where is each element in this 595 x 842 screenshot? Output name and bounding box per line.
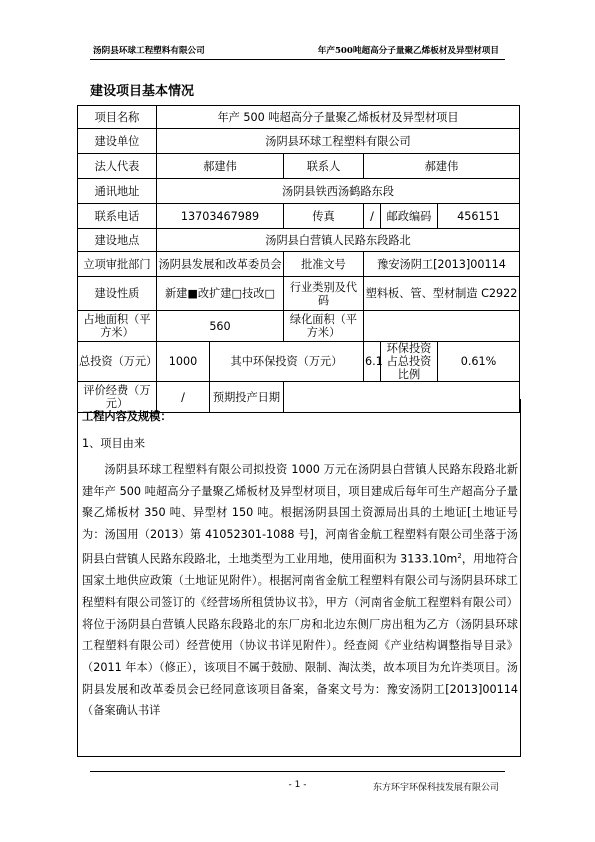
location-value: 汤阴县白营镇人民路东段路北 — [157, 229, 520, 252]
industry-label: 行业类别及代码 — [284, 277, 364, 311]
postcode-label: 邮政编码 — [381, 204, 438, 229]
phone-value: 13703467989 — [157, 204, 284, 229]
header-project: 年产500吨超高分子量聚乙烯板材及异型材项目 — [317, 46, 499, 56]
industry-value: 塑料板、管、型材制造 C2922 — [364, 277, 520, 311]
body-paragraph — [82, 459, 518, 722]
builder-label: 建设单位 — [78, 129, 157, 154]
legal-rep-label: 法人代表 — [78, 154, 157, 179]
nature-value: 新建■改扩建□技改□ — [157, 277, 284, 311]
header-rule — [90, 59, 505, 60]
section-title: 建设项目基本情况 — [90, 84, 195, 99]
superscript-2: 2 — [457, 551, 462, 560]
green-value — [364, 311, 520, 342]
env-ratio-label: 环保投资占总投资比例 — [381, 342, 438, 382]
invest-label: 总投资（万元） — [78, 342, 157, 382]
env-invest-value: 6.1 — [364, 342, 381, 382]
paragraph-text-1: 汤阴县环球工程塑料有限公司拟投资 1000 万元在汤阴县白营镇人民路东段路北新建年产 500 吨超高分子量聚乙烯板材及异型材项目，项目建成后每年可生产超高分子量聚乙烯板材 350 吨、异型材 150 吨。根据汤阴县国土资源局出具的土地证[土地证号为：汤国用（2013）第 41052301-1088 号]，河南省金航工程塑料有限公司坐落于汤阴县白营镇人民路东段路北，土地类型为工业用地，使用面积为 3133.10m — [82, 463, 518, 566]
footer-rule — [90, 771, 505, 772]
start-date-label: 预期投产日期 — [210, 382, 284, 413]
content-subtitle: 工程内容及规模： — [82, 410, 172, 423]
fax-value: / — [364, 204, 381, 229]
contact-value: 郝建伟 — [364, 154, 520, 179]
approval-no-label: 批准文号 — [284, 252, 364, 277]
page-number: - 1 - — [288, 780, 307, 790]
legal-rep-value: 郝建伟 — [157, 154, 284, 179]
postcode-value: 456151 — [438, 204, 520, 229]
item-heading: 1、项目由来 — [82, 437, 146, 450]
project-name-label: 项目名称 — [78, 106, 157, 129]
approval-dept-value: 汤阴县发展和改革委员会 — [157, 252, 284, 277]
approval-dept-label: 立项审批部门 — [78, 252, 157, 277]
project-content-box — [77, 399, 521, 757]
approval-no-value: 豫安汤阴工[2013]00114 — [364, 252, 520, 277]
contact-label: 联系人 — [284, 154, 364, 179]
area-value: 560 — [157, 311, 284, 342]
project-name-value: 年产 500 吨超高分子量聚乙烯板材及异型材项目 — [157, 106, 520, 129]
env-ratio-value: 0.61% — [438, 342, 520, 382]
invest-value: 1000 — [157, 342, 210, 382]
address-value: 汤阴县铁西汤鹤路东段 — [157, 179, 520, 204]
header-company: 汤阴县环球工程塑料有限公司 — [93, 46, 205, 56]
eval-fee-value: / — [157, 382, 210, 413]
builder-value: 汤阴县环球工程塑料有限公司 — [157, 129, 520, 154]
area-label: 占地面积（平方米） — [78, 311, 157, 342]
paragraph-text-2: ，用地符合国家土地供应政策（土地证见附件）。根据河南省金航工程塑料有限公司与汤阴县环球工程塑料有限公司签订的《经营场所租赁协议书》，甲方（河南省金航工程塑料有限公司）将位于汤阴县白营镇人民路东段路北的东厂房和北边东侧厂房出租为乙方（汤阴县环球工程塑料有限公司）经营使用（协议书详见附件）。经查阅《产业结构调整指导目录》（2011 年本）（修正），该项目不属于鼓励、限制、淘汰类，故本项目为允许类项目。汤阴县发展和改革委员会已经同意该项目备案，备案文号为：豫安汤阴工[2013]00114（备案确认书详 — [82, 552, 518, 718]
eval-fee-label: 评价经费（万元） — [78, 382, 157, 413]
fax-label: 传真 — [284, 204, 364, 229]
env-invest-label: 其中环保投资（万元） — [210, 342, 364, 382]
basic-info-table — [77, 105, 520, 413]
location-label: 建设地点 — [78, 229, 157, 252]
address-label: 通讯地址 — [78, 179, 157, 204]
footer-company: 东方环宇环保科技发展有限公司 — [372, 783, 499, 793]
phone-label: 联系电话 — [78, 204, 157, 229]
green-label: 绿化面积（平方米） — [284, 311, 364, 342]
nature-label: 建设性质 — [78, 277, 157, 311]
